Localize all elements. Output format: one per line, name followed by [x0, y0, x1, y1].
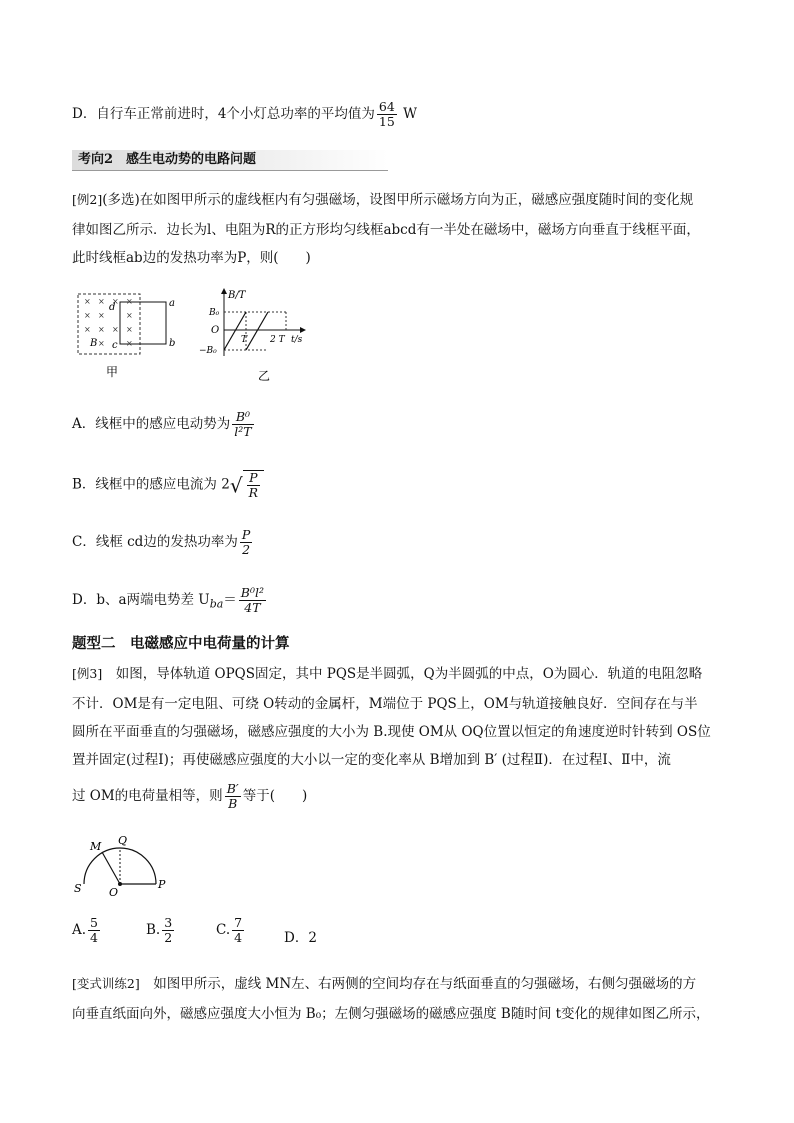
svg-text:×: ×: [126, 325, 133, 334]
subscript: ba: [209, 597, 224, 611]
fraction-num: B⁰: [235, 409, 251, 424]
fraction: [247, 471, 260, 500]
tick-b0: B₀: [209, 308, 220, 318]
figure-yi: [196, 286, 316, 386]
svg-text:×: ×: [98, 297, 105, 306]
tick-negb0: −B₀: [199, 346, 217, 356]
svg-text:×: ×: [126, 311, 133, 320]
tick-2T: 2 T: [270, 335, 285, 345]
type-heading: 题型二 电磁感应中电荷量的计算: [72, 636, 290, 652]
text: (多选)在如图甲所示的虚线框内有匀强磁场，设图甲所示磁场方向为正，磁感应强度随时间的变化规: [102, 192, 694, 208]
option-text: D．自行车正常前进时，4个小灯总功率的平均值为: [72, 106, 375, 122]
example3-line2: 不计．OM是有一定电阻、可绕 O转动的金属杆，M端位于 PQS上，OM与轨道接触良好．空间存在与半: [72, 696, 698, 712]
svg-text:×: ×: [98, 311, 105, 320]
label-P: P: [158, 878, 166, 891]
variant2-line1: [72, 974, 696, 994]
fraction: [88, 916, 100, 945]
y-axis-arrow: [221, 288, 227, 294]
option-c: [72, 528, 254, 557]
label-O: O: [109, 886, 119, 899]
fraction-num: B⁰l²: [240, 585, 265, 600]
example3-line3: 圆所在平面垂直的匀强磁场，磁感应强度的大小为 B.现使 OM从 OQ位置以恒定的角速度逆时针转到 OS位: [72, 724, 711, 740]
svg-text:×: ×: [84, 297, 91, 306]
label-b: b: [169, 338, 176, 349]
caption-jia: 甲: [106, 365, 119, 379]
origin: O: [211, 325, 220, 336]
svg-text:×: ×: [98, 339, 105, 348]
ylabel: B/T: [228, 290, 246, 301]
svg-text:×: ×: [112, 297, 119, 306]
unit: W: [398, 106, 417, 122]
svg-text:×: ×: [84, 311, 91, 320]
example3-option-b: [146, 916, 176, 945]
label-S: S: [74, 882, 82, 895]
option-d: [72, 586, 268, 615]
example-tag: [例2]: [72, 192, 103, 207]
option-b: [72, 470, 264, 500]
fraction-den: B: [225, 796, 241, 811]
text: 如图，导体轨道 OPQS固定，其中 PQS是半圆弧，Q为半圆弧的中点，O为圆心．轨道的电阻忽略: [115, 666, 703, 682]
fraction-num: B′: [226, 781, 239, 796]
section-header: 考向2 感生电动势的电路问题: [72, 150, 388, 171]
sqrt: √ $\frac{P}{R}$: [230, 470, 264, 500]
label-c: c: [112, 340, 118, 351]
svg-text:×: ×: [112, 325, 119, 334]
figure-jia: [70, 290, 190, 382]
text: 过 OM的电荷量相等，则: [72, 788, 223, 804]
fraction-num: 3: [164, 915, 173, 930]
example3-line1: [72, 664, 702, 684]
option-text: D．b、a两端电势差 U: [72, 592, 210, 608]
option-label: A.: [72, 922, 87, 938]
fraction-num: P: [241, 527, 251, 542]
fraction-num: 5: [90, 915, 98, 930]
example3-option-a: [72, 916, 102, 945]
option-label: C.: [216, 922, 231, 938]
example3-line5: [72, 782, 307, 811]
example3-option-c: [216, 916, 246, 945]
label-M: M: [90, 840, 102, 853]
variant-tag: [变式训练2]: [72, 976, 140, 991]
text: 如图甲所示，虚线 MN左、右两侧的空间均存在与纸面垂直的匀强磁场，右侧匀强磁场的方: [153, 976, 697, 992]
fraction: [232, 916, 244, 945]
fraction-den: 2: [240, 542, 252, 557]
option-a: [72, 410, 256, 439]
label-a: a: [169, 298, 175, 309]
option-text: B．线框中的感应电流为 2: [72, 476, 230, 493]
label-Q: Q: [118, 834, 128, 847]
fraction-den: l²T: [234, 424, 252, 439]
caption-yi: 乙: [258, 369, 271, 383]
fraction: [162, 916, 174, 945]
option-text: C．线框 cd边的发热功率为: [72, 534, 238, 550]
example-tag: [例3]: [72, 666, 103, 681]
equals: ＝: [223, 592, 237, 608]
fraction-den: 4T: [239, 600, 266, 615]
example2-line3: 此时线框ab边的发热功率为P，则( ): [72, 250, 311, 266]
svg-text:×: ×: [98, 325, 105, 334]
text: 等于( ): [242, 788, 308, 804]
xlabel: t/s: [291, 335, 303, 345]
fraction: [239, 586, 266, 615]
fraction-den: 4: [90, 930, 98, 945]
x-axis-arrow: [300, 327, 306, 333]
fraction-den: 15: [378, 114, 395, 129]
svg-text:×: ×: [84, 325, 91, 334]
tick-T: T: [241, 335, 248, 345]
wire-frame: [120, 302, 166, 344]
example2-line2: 律如图乙所示．边长为l、电阻为R的正方形均匀线框abcd有一半处在磁场中，磁场方向垂直于线框平面，: [72, 222, 700, 238]
label-d: d: [109, 302, 116, 313]
fraction: [377, 100, 397, 129]
center-o: [118, 882, 122, 886]
option-d-prev: [72, 100, 417, 129]
svg-text:×: ×: [126, 297, 133, 306]
fraction-num: P: [249, 470, 258, 485]
fraction-den: 4: [234, 930, 243, 945]
variant2-line2: 向垂直纸面向外，磁感应强度大小恒为 B₀；左侧匀强磁场的磁感应强度 B随时间 t变化的规律如图乙所示，: [72, 1006, 710, 1022]
b-line-2: [246, 312, 268, 350]
fraction-num: 7: [234, 915, 243, 930]
example2-line1: [72, 190, 693, 210]
figure-semicircle: [72, 830, 182, 902]
fraction: [240, 528, 252, 557]
fraction-den: 2: [164, 930, 173, 945]
fraction: [225, 782, 241, 811]
option-label: B.: [146, 922, 161, 938]
example3-line4: 置并固定(过程Ⅰ)；再使磁感应强度的大小以一定的变化率从 B增加到 B′ (过程Ⅱ)．在过程Ⅰ、Ⅱ中，流: [72, 752, 671, 768]
rod-om: [102, 852, 120, 884]
fraction-num: 64: [378, 99, 395, 114]
label-B: B: [90, 338, 98, 349]
option-text: A．线框中的感应电动势为: [72, 416, 231, 432]
example3-option-d: D．2: [284, 930, 317, 946]
fraction-den: R: [248, 485, 258, 500]
svg-text:×: ×: [126, 339, 133, 348]
fraction: [232, 410, 253, 439]
